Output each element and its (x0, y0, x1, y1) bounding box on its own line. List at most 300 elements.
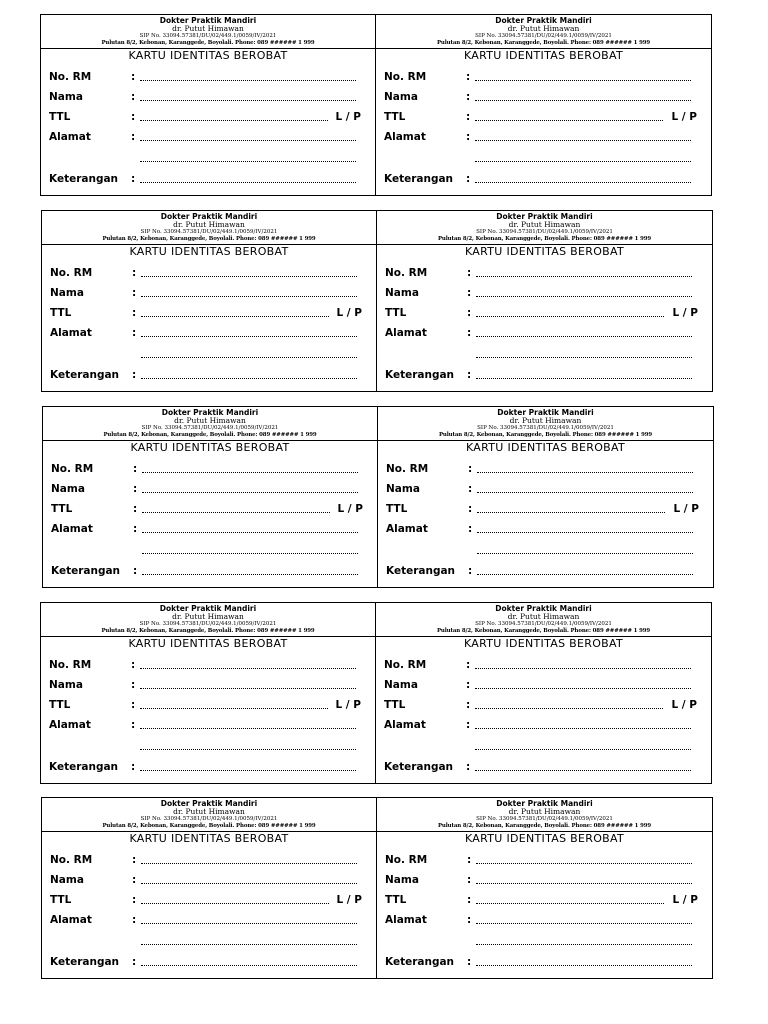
field-label: TTL (51, 503, 73, 515)
fill-line (475, 80, 691, 81)
field-label: Keterangan (49, 173, 119, 185)
field-colon: : (467, 894, 472, 906)
field-colon: : (133, 483, 138, 495)
field-ttl (385, 306, 706, 320)
field-label: No. RM (49, 659, 92, 671)
fill-line (475, 749, 691, 750)
field-keterangan (386, 564, 707, 578)
field-colon: : (466, 91, 471, 103)
field-colon: : (468, 565, 473, 577)
card-header (43, 407, 377, 441)
card-title: KARTU IDENTITAS BEROBAT (464, 832, 624, 845)
field-ttl (386, 502, 707, 516)
fill-line (477, 553, 693, 554)
field-colon: : (466, 679, 471, 691)
fill-line (141, 944, 357, 945)
identity-card (377, 798, 712, 978)
practice-address: Pulutan 8/2, Kebonan, Karanggede, Boyolali. Phone: 089 ###### 1 999 (102, 236, 316, 242)
fill-line (477, 574, 693, 575)
field-colon: : (467, 369, 472, 381)
fill-line (475, 161, 691, 162)
field-keterangan (51, 564, 371, 578)
card-header (41, 603, 375, 637)
fill-line (477, 512, 665, 513)
field-no-rm (384, 70, 705, 84)
field-keterangan (49, 172, 369, 186)
field-colon: : (466, 659, 471, 671)
field-ttl (384, 110, 705, 124)
field-colon: : (467, 327, 472, 339)
field-label: Nama (50, 874, 84, 886)
fill-line (141, 923, 357, 924)
field-label: Alamat (384, 131, 426, 143)
field-colon: : (468, 523, 473, 535)
card-header (377, 211, 712, 245)
card-header (41, 15, 375, 49)
sip-number: SIP No. 33094.57381/DU/02/449.1/0059/IV/2021 (475, 33, 612, 39)
field-keterangan (50, 368, 370, 382)
doctor-name: dr. Putut Himawan (172, 24, 244, 33)
fill-line (475, 728, 691, 729)
field-alamat-continued (385, 347, 706, 361)
field-alamat (384, 718, 705, 732)
fill-line (475, 688, 691, 689)
field-label: No. RM (385, 267, 428, 279)
card-row (40, 14, 712, 196)
field-colon: : (132, 287, 137, 299)
field-label: TTL (384, 111, 406, 123)
doctor-name: dr. Putut Himawan (173, 220, 245, 229)
identity-card (376, 603, 711, 783)
field-alamat (385, 326, 706, 340)
fill-line (140, 728, 356, 729)
field-colon: : (131, 659, 136, 671)
fill-line (476, 903, 664, 904)
fill-line (140, 80, 356, 81)
field-keterangan (385, 368, 706, 382)
card-header (378, 407, 713, 441)
doctor-name: dr. Putut Himawan (508, 220, 581, 229)
fill-line (141, 276, 357, 277)
field-label: TTL (386, 503, 408, 515)
field-label: Keterangan (385, 956, 455, 968)
field-keterangan (49, 760, 369, 774)
practice-name: Dokter Praktik Mandiri (159, 604, 257, 613)
card-title: KARTU IDENTITAS BEROBAT (128, 49, 288, 62)
field-label: Alamat (384, 719, 426, 731)
field-no-rm (385, 266, 706, 280)
field-colon: : (131, 131, 136, 143)
field-label: No. RM (386, 463, 429, 475)
fill-line (141, 903, 329, 904)
field-label: Alamat (51, 523, 93, 535)
gender-option: L / P (671, 699, 697, 711)
fill-line (141, 357, 357, 358)
field-colon: : (131, 761, 136, 773)
field-label: No. RM (50, 854, 93, 866)
field-colon: : (131, 719, 136, 731)
gender-option: L / P (672, 307, 698, 319)
field-alamat-continued (50, 347, 370, 361)
field-label: Keterangan (50, 956, 120, 968)
fill-line (141, 965, 357, 966)
field-no-rm (49, 70, 369, 84)
field-alamat (51, 522, 371, 536)
field-ttl (49, 698, 369, 712)
field-ttl (49, 110, 369, 124)
field-no-rm (384, 658, 705, 672)
fill-line (141, 863, 357, 864)
field-colon: : (467, 287, 472, 299)
field-no-rm (386, 462, 707, 476)
field-label: Alamat (50, 327, 92, 339)
field-colon: : (133, 523, 138, 535)
field-label: Alamat (386, 523, 428, 535)
fill-line (475, 668, 691, 669)
practice-address: Pulutan 8/2, Kebonan, Karanggede, Boyolali. Phone: 089 ###### 1 999 (101, 40, 315, 46)
sip-number: SIP No. 33094.57381/DU/02/449.1/0059/IV/2021 (141, 425, 279, 431)
field-colon: : (466, 111, 471, 123)
fill-line (142, 553, 358, 554)
field-colon: : (466, 761, 471, 773)
doctor-name: dr. Putut Himawan (508, 807, 581, 816)
field-ttl (51, 502, 371, 516)
field-label: No. RM (384, 71, 427, 83)
field-keterangan (384, 760, 705, 774)
field-label: Nama (384, 679, 418, 691)
field-colon: : (466, 699, 471, 711)
field-label: Keterangan (49, 761, 119, 773)
field-colon: : (133, 503, 138, 515)
field-label: Nama (49, 91, 83, 103)
gender-option: L / P (672, 894, 698, 906)
field-nama (385, 873, 706, 887)
field-colon: : (132, 914, 137, 926)
field-alamat-continued (50, 934, 370, 948)
field-colon: : (467, 914, 472, 926)
field-alamat-continued (49, 151, 369, 165)
field-label: Nama (49, 679, 83, 691)
field-label: No. RM (384, 659, 427, 671)
field-ttl (384, 698, 705, 712)
fill-line (140, 770, 356, 771)
fill-line (476, 336, 692, 337)
field-colon: : (132, 327, 137, 339)
gender-option: L / P (671, 111, 697, 123)
field-ttl (50, 306, 370, 320)
card-title: KARTU IDENTITAS BEROBAT (129, 832, 289, 845)
practice-address: Pulutan 8/2, Kebonan, Karanggede, Boyolali. Phone: 089 ###### 1 999 (436, 40, 651, 46)
card-title: KARTU IDENTITAS BEROBAT (464, 245, 624, 258)
card-row (40, 602, 712, 784)
fill-line (140, 668, 356, 669)
gender-option: L / P (336, 307, 362, 319)
identity-card (42, 211, 377, 391)
field-alamat-continued (51, 543, 371, 557)
gender-option: L / P (336, 894, 362, 906)
field-alamat (49, 130, 369, 144)
card-title: KARTU IDENTITAS BEROBAT (128, 637, 288, 650)
fill-line (140, 182, 356, 183)
field-alamat (50, 326, 370, 340)
fill-line (142, 532, 358, 533)
fill-line (476, 296, 692, 297)
field-colon: : (467, 874, 472, 886)
field-label: Alamat (385, 914, 427, 926)
field-nama (51, 482, 371, 496)
field-label: TTL (49, 699, 71, 711)
field-colon: : (466, 173, 471, 185)
field-label: Keterangan (386, 565, 456, 577)
field-colon: : (468, 483, 473, 495)
field-label: Alamat (385, 327, 427, 339)
field-label: Alamat (50, 914, 92, 926)
field-label: Keterangan (384, 173, 454, 185)
fill-line (141, 883, 357, 884)
fill-line (476, 316, 664, 317)
card-header (377, 798, 712, 832)
doctor-name: dr. Putut Himawan (174, 416, 246, 425)
field-no-rm (385, 853, 706, 867)
field-colon: : (468, 503, 473, 515)
card-title: KARTU IDENTITAS BEROBAT (130, 441, 290, 454)
identity-card (41, 603, 376, 783)
field-label: Nama (51, 483, 85, 495)
practice-name: Dokter Praktik Mandiri (160, 212, 258, 221)
field-colon: : (131, 71, 136, 83)
field-colon: : (467, 854, 472, 866)
field-label: Keterangan (51, 565, 121, 577)
field-alamat (50, 913, 370, 927)
card-header (376, 603, 711, 637)
field-label: Alamat (49, 719, 91, 731)
fill-line (142, 492, 358, 493)
field-no-rm (49, 658, 369, 672)
fill-line (140, 708, 328, 709)
practice-name: Dokter Praktik Mandiri (159, 16, 257, 25)
field-label: No. RM (50, 267, 93, 279)
sip-number: SIP No. 33094.57381/DU/02/449.1/0059/IV/2021 (139, 621, 277, 627)
fill-line (140, 120, 328, 121)
practice-address: Pulutan 8/2, Kebonan, Karanggede, Boyolali. Phone: 089 ###### 1 999 (101, 628, 315, 634)
fill-line (140, 140, 356, 141)
fill-line (140, 749, 356, 750)
fill-line (141, 296, 357, 297)
practice-address: Pulutan 8/2, Kebonan, Karanggede, Boyolali. Phone: 089 ###### 1 999 (102, 823, 316, 829)
practice-name: Dokter Praktik Mandiri (496, 799, 593, 808)
field-nama (384, 90, 705, 104)
fill-line (476, 965, 692, 966)
identity-card (42, 798, 377, 978)
field-nama (384, 678, 705, 692)
fill-line (142, 574, 358, 575)
fill-line (475, 770, 691, 771)
field-alamat (384, 130, 705, 144)
gender-option: L / P (335, 699, 361, 711)
field-colon: : (133, 565, 138, 577)
card-row (42, 406, 714, 588)
field-colon: : (132, 369, 137, 381)
fill-line (140, 161, 356, 162)
identity-card (43, 407, 378, 587)
field-no-rm (50, 266, 370, 280)
field-label: No. RM (51, 463, 94, 475)
card-header (376, 15, 711, 49)
card-header (42, 798, 376, 832)
field-alamat (386, 522, 707, 536)
gender-option: L / P (337, 503, 363, 515)
practice-name: Dokter Praktik Mandiri (161, 408, 259, 417)
sip-number: SIP No. 33094.57381/DU/02/449.1/0059/IV/2021 (140, 816, 278, 822)
field-label: TTL (50, 307, 72, 319)
field-label: TTL (384, 699, 406, 711)
sip-number: SIP No. 33094.57381/DU/02/449.1/0059/IV/2021 (139, 33, 277, 39)
field-colon: : (131, 679, 136, 691)
field-no-rm (51, 462, 371, 476)
field-keterangan (50, 955, 370, 969)
fill-line (141, 378, 357, 379)
field-label: Alamat (49, 131, 91, 143)
doctor-name: dr. Putut Himawan (172, 612, 244, 621)
practice-name: Dokter Praktik Mandiri (496, 212, 593, 221)
practice-address: Pulutan 8/2, Kebonan, Karanggede, Boyolali. Phone: 089 ###### 1 999 (437, 236, 652, 242)
field-ttl (385, 893, 706, 907)
card-row (41, 797, 713, 979)
field-nama (385, 286, 706, 300)
identity-card (377, 211, 712, 391)
gender-option: L / P (335, 111, 361, 123)
fill-line (475, 708, 663, 709)
fill-line (141, 316, 329, 317)
practice-address: Pulutan 8/2, Kebonan, Karanggede, Boyolali. Phone: 089 ###### 1 999 (437, 823, 652, 829)
sip-number: SIP No. 33094.57381/DU/02/449.1/0059/IV/2021 (477, 425, 614, 431)
field-label: TTL (385, 894, 407, 906)
field-colon: : (132, 894, 137, 906)
field-label: TTL (49, 111, 71, 123)
field-no-rm (50, 853, 370, 867)
field-colon: : (466, 131, 471, 143)
field-nama (50, 873, 370, 887)
field-label: Keterangan (385, 369, 455, 381)
fill-line (140, 688, 356, 689)
field-label: No. RM (385, 854, 428, 866)
field-keterangan (384, 172, 705, 186)
doctor-name: dr. Putut Himawan (507, 612, 580, 621)
field-alamat (49, 718, 369, 732)
field-colon: : (131, 699, 136, 711)
field-colon: : (466, 71, 471, 83)
field-colon: : (133, 463, 138, 475)
practice-name: Dokter Praktik Mandiri (495, 16, 592, 25)
field-colon: : (466, 719, 471, 731)
fill-line (475, 140, 691, 141)
identity-card (376, 15, 711, 195)
field-colon: : (131, 91, 136, 103)
card-title: KARTU IDENTITAS BEROBAT (463, 637, 623, 650)
fill-line (477, 492, 693, 493)
field-label: No. RM (49, 71, 92, 83)
field-alamat-continued (384, 151, 705, 165)
fill-line (475, 100, 691, 101)
fill-line (476, 944, 692, 945)
card-title: KARTU IDENTITAS BEROBAT (465, 441, 625, 454)
field-colon: : (467, 956, 472, 968)
field-label: TTL (385, 307, 407, 319)
sip-number: SIP No. 33094.57381/DU/02/449.1/0059/IV/2021 (476, 816, 613, 822)
fill-line (476, 357, 692, 358)
field-label: Keterangan (384, 761, 454, 773)
fill-line (140, 100, 356, 101)
fill-line (476, 883, 692, 884)
field-label: TTL (50, 894, 72, 906)
identity-card (41, 15, 376, 195)
field-colon: : (468, 463, 473, 475)
field-colon: : (467, 307, 472, 319)
sip-number: SIP No. 33094.57381/DU/02/449.1/0059/IV/2021 (140, 229, 278, 235)
field-label: Nama (384, 91, 418, 103)
field-alamat-continued (385, 934, 706, 948)
fill-line (476, 863, 692, 864)
practice-address: Pulutan 8/2, Kebonan, Karanggede, Boyolali. Phone: 089 ###### 1 999 (436, 628, 651, 634)
fill-line (476, 276, 692, 277)
field-ttl (50, 893, 370, 907)
field-colon: : (132, 307, 137, 319)
field-nama (386, 482, 707, 496)
fill-line (475, 120, 663, 121)
field-label: Nama (50, 287, 84, 299)
field-nama (49, 90, 369, 104)
card-title: KARTU IDENTITAS BEROBAT (129, 245, 289, 258)
fill-line (477, 472, 693, 473)
doctor-name: dr. Putut Himawan (173, 807, 245, 816)
field-alamat-continued (386, 543, 707, 557)
field-colon: : (467, 267, 472, 279)
field-colon: : (132, 956, 137, 968)
fill-line (142, 512, 330, 513)
field-alamat (385, 913, 706, 927)
card-header (42, 211, 376, 245)
doctor-name: dr. Putut Himawan (509, 416, 582, 425)
doctor-name: dr. Putut Himawan (507, 24, 580, 33)
field-label: Nama (385, 287, 419, 299)
field-colon: : (131, 111, 136, 123)
fill-line (477, 532, 693, 533)
field-label: Nama (385, 874, 419, 886)
fill-line (475, 182, 691, 183)
practice-address: Pulutan 8/2, Kebonan, Karanggede, Boyolali. Phone: 089 ###### 1 999 (438, 432, 653, 438)
fill-line (142, 472, 358, 473)
field-colon: : (132, 874, 137, 886)
practice-name: Dokter Praktik Mandiri (497, 408, 594, 417)
fill-line (476, 923, 692, 924)
field-label: Nama (386, 483, 420, 495)
field-colon: : (131, 173, 136, 185)
field-label: Keterangan (50, 369, 120, 381)
practice-address: Pulutan 8/2, Kebonan, Karanggede, Boyolali. Phone: 089 ###### 1 999 (103, 432, 317, 438)
practice-name: Dokter Praktik Mandiri (495, 604, 592, 613)
field-colon: : (132, 854, 137, 866)
practice-name: Dokter Praktik Mandiri (160, 799, 258, 808)
field-alamat-continued (49, 739, 369, 753)
field-nama (49, 678, 369, 692)
field-nama (50, 286, 370, 300)
field-keterangan (385, 955, 706, 969)
field-alamat-continued (384, 739, 705, 753)
field-colon: : (132, 267, 137, 279)
sip-number: SIP No. 33094.57381/DU/02/449.1/0059/IV/2021 (476, 229, 613, 235)
fill-line (476, 378, 692, 379)
fill-line (141, 336, 357, 337)
